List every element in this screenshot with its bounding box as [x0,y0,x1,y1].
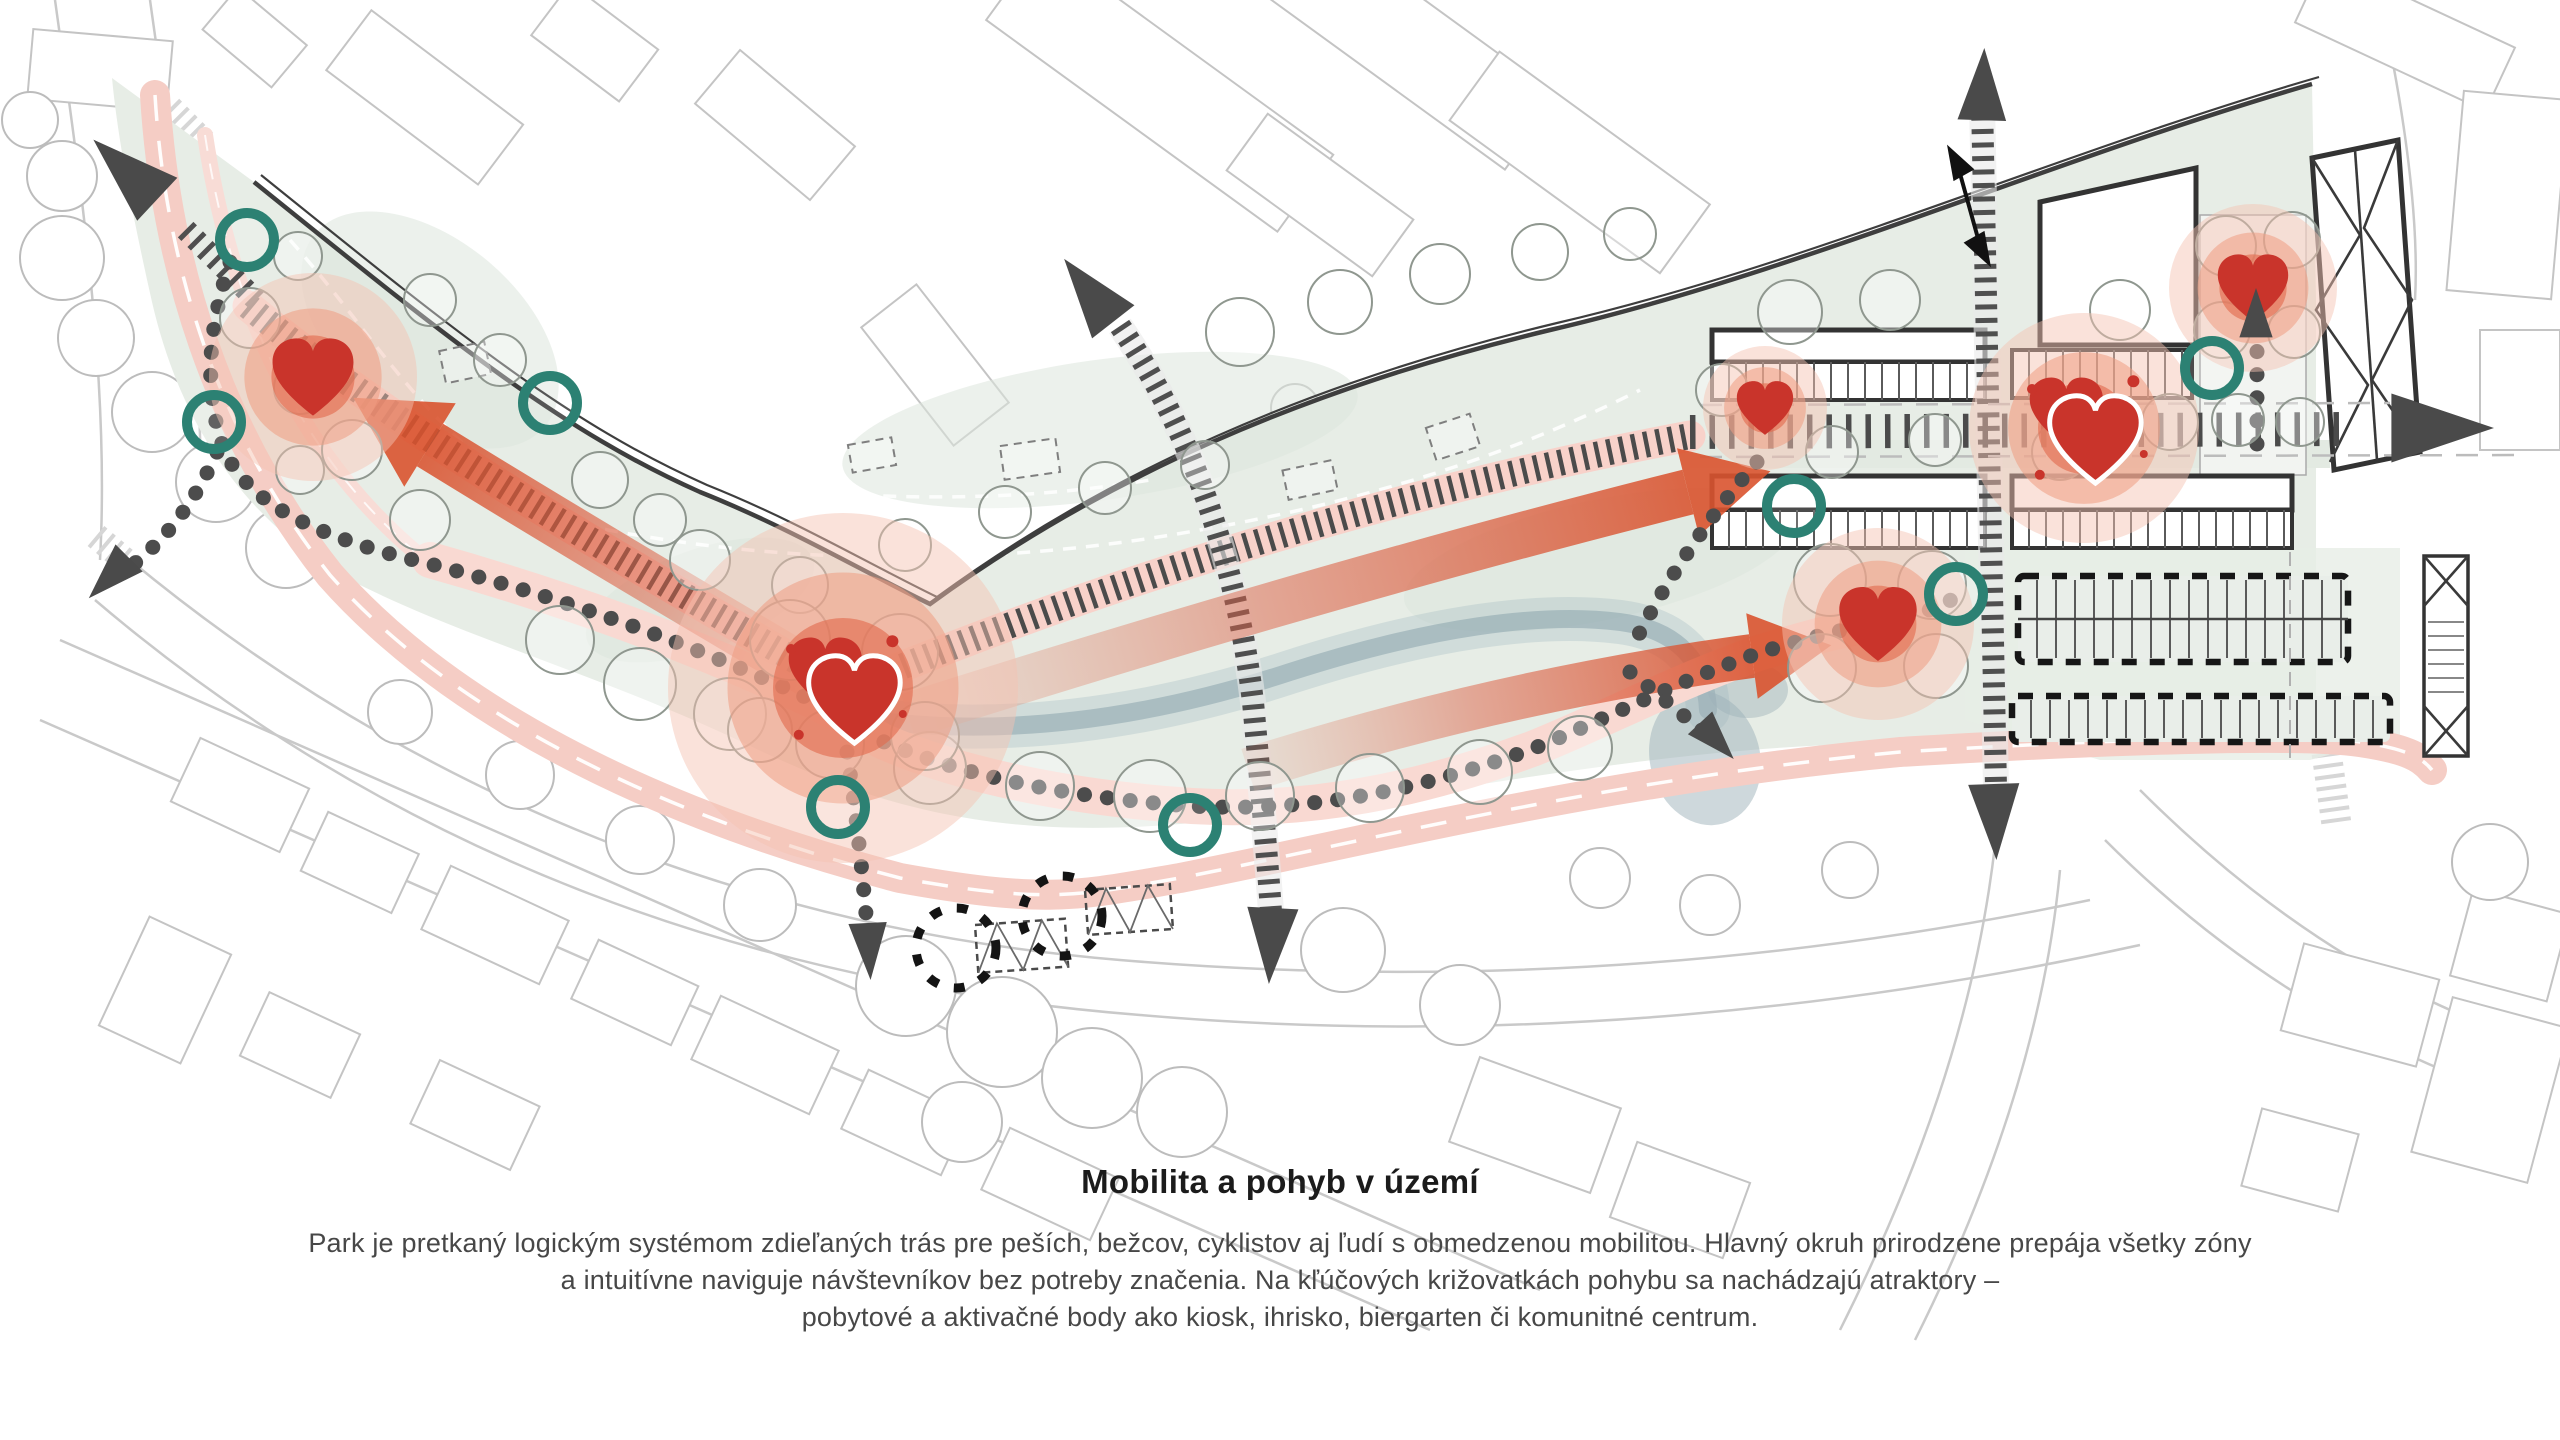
tree-icon [1137,1067,1227,1157]
tree-icon [922,1082,1002,1162]
tree-icon [724,869,796,941]
tree-icon [1206,298,1274,366]
tree-icon [27,141,97,211]
teal-ring-icon [1929,567,1983,621]
tree-icon [1226,762,1294,830]
tree-icon [604,648,676,720]
teal-ring-icon [2185,341,2239,395]
tree-icon [58,300,134,376]
tree-icon [979,486,1031,538]
parking-lot [2018,576,2348,662]
tree-icon [606,806,674,874]
tree-icon [390,490,450,550]
tree-icon [2212,394,2264,446]
attractor [1969,313,2199,543]
tree-icon [474,334,526,386]
attractor [1703,346,1827,470]
parking-lots-dashed [2012,576,2390,742]
dark-direction-arrow-icon [1243,907,1298,986]
teal-ring-icon [187,395,241,449]
tree-icon [20,216,104,300]
dark-direction-arrow-icon [1968,783,2022,861]
tree-icon [404,274,456,326]
tree-icon [1822,842,1878,898]
tree-icon [1301,908,1385,992]
dark-direction-arrow-icon [75,544,142,611]
tree-icon [1308,270,1372,334]
tree-icon [2276,398,2324,446]
tree-icon [1604,208,1656,260]
tree-icon [1410,244,1470,304]
caption-title: Mobilita a pohyb v území [1081,1163,1479,1200]
tree-icon [2452,824,2528,900]
tree-icon [1909,414,1961,466]
tree-icon [1336,754,1404,822]
teal-ring-icon [523,376,577,430]
caption-line-3: pobytové a aktivačné body ako kiosk, ihrisko, biergarten či komunitné centrum. [801,1302,1759,1332]
tree-icon [1860,270,1920,330]
parking-lot [2012,696,2390,742]
tree-icon [1006,752,1074,820]
tree-icon [1512,224,1568,280]
teal-ring-icon [1163,798,1217,852]
caption [0,1163,2560,1336]
tree-icon [1448,740,1512,804]
tree-icon [368,680,432,744]
tree-icon [1181,441,1229,489]
teal-ring-icon [220,213,274,267]
dark-direction-arrow-icon [1043,242,1134,338]
tree-icon [2,92,58,148]
canopy-structure [2424,556,2468,756]
teal-ring-icon [1767,479,1821,533]
caption-line-1: Park je pretkaný logickým systémom zdieľaných trás pre peších, bežcov, cyklistov aj ľudí s obmedzenou mobilitou. Hlavný okruh prirodzene prepája všetky zóny [308,1228,2252,1258]
dark-direction-arrow-icon [1958,47,2009,121]
dark-direction-arrow-icon [2391,393,2494,462]
tree-icon [274,232,322,280]
attractor [209,273,417,481]
tree-icon [1079,462,1131,514]
tree-icon [1570,848,1630,908]
tree-icon [1042,1028,1142,1128]
teal-ring-icon [811,780,865,834]
caption-line-2: a intuitívne naviguje návštevníkov bez potreby značenia. Na kľúčových križovatkách pohybu sa nachádzajú atraktory – [560,1265,2000,1295]
tree-icon [1680,875,1740,935]
tree-icon [1758,280,1822,344]
tree-icon [1548,716,1612,780]
tree-icon [1420,965,1500,1045]
tree-icon [526,606,594,674]
tree-icon [572,452,628,508]
tree-icon [947,977,1057,1087]
